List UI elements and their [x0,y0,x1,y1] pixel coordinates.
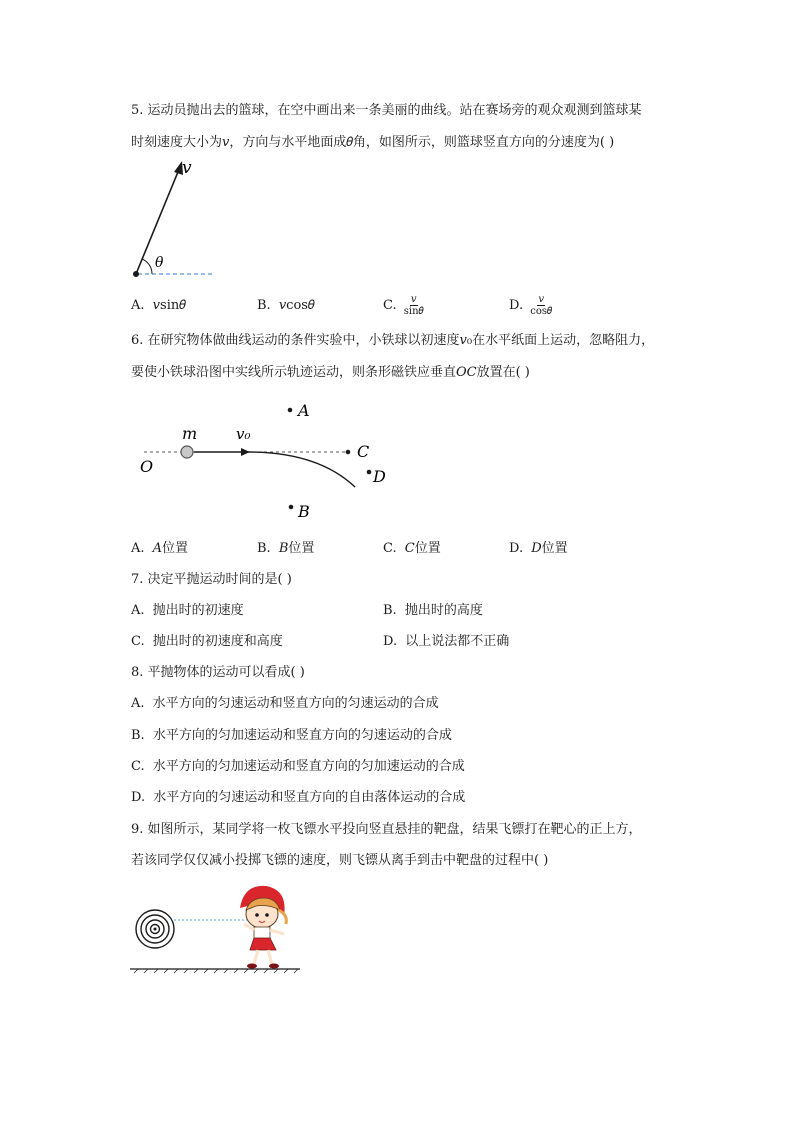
option-letter: C. [131,634,145,649]
q5-stem-line2: 时刻速度大小为𝑣，方向与水平地面成𝜃角，如图所示，则篮球竖直方向的分速度为( ) [131,135,615,150]
option-letter: D. [383,634,398,649]
ground-line [130,969,300,973]
q6-stem-line1: 6. 在研究物体做曲线运动的条件实验中，小铁球以初速度𝑣₀在水平纸面上运动，忽略阻力， [131,333,655,348]
option-text: 𝑣cos𝜃 [278,298,315,313]
q8-option-c[interactable] [131,757,465,777]
option-text: 水平方向的匀速运动和竖直方向的匀速运动的合成 [152,696,439,711]
option-letter: A. [131,603,145,618]
option-text: 水平方向的匀速运动和竖直方向的自由落体运动的合成 [153,790,466,805]
point-a [288,408,293,413]
label-c: C [357,442,370,461]
option-letter: B. [257,541,271,556]
option-letter: C. [383,541,397,556]
option-letter: B. [383,603,397,618]
dartboard-target [136,910,174,948]
curved-trajectory [248,452,355,487]
fraction [529,294,553,317]
option-letter: C. [383,298,397,313]
option-text: 水平方向的匀加速运动和竖直方向的匀加速运动的合成 [152,759,465,774]
point-c [346,450,351,455]
q9-dart-figure [128,880,308,975]
q6-trajectory-figure [128,395,398,525]
option-letter: D. [131,790,146,805]
option-text: 抛出时的初速度 [152,603,244,618]
option-text: 𝐵位置 [278,541,315,556]
girl-thrower [240,886,286,969]
point-b [289,505,294,510]
q9-stem-line1: 9. 如图所示，某同学将一枚飞镖水平投向竖直悬挂的靶盘，结果飞镖打在靶心的正上方， [131,822,642,837]
q6-option-d[interactable] [509,539,568,559]
theta-label: 𝜃 [155,255,164,271]
label-b: B [298,502,310,521]
launch-point [133,271,139,277]
theta-angle-arc [142,259,152,274]
fraction [403,294,425,317]
option-text: 𝐴位置 [152,541,189,556]
fraction-denominator: cos𝜃 [530,306,553,317]
option-text: 𝑣sin𝜃 [152,298,186,313]
label-m: m [182,424,198,443]
q8-stem: 8. 平抛物体的运动可以看成( ) [131,665,305,680]
option-text: 𝐷位置 [531,541,568,556]
option-text: 以上说法都不正确 [405,634,510,649]
q8-option-d[interactable] [131,788,465,808]
q7-option-a[interactable] [131,601,244,621]
q6-option-a[interactable] [131,539,188,559]
q7-option-b[interactable] [383,601,483,621]
q7-option-d[interactable] [383,632,509,652]
option-letter: B. [131,728,145,743]
q9-stem-line2: 若该同学仅仅减小投掷飞镖的速度，则飞镖从离手到击中靶盘的过程中( ) [131,853,549,868]
iron-ball [181,446,193,458]
option-letter: A. [131,298,145,313]
option-letter: A. [131,541,145,556]
option-text: 抛出时的高度 [404,603,483,618]
fraction-numerator: 𝑣 [538,294,544,305]
label-d: D [373,467,386,486]
option-text: 水平方向的匀加速运动和竖直方向的匀速运动的合成 [152,728,452,743]
q5-option-c[interactable] [383,294,425,317]
q8-option-a[interactable] [131,694,439,714]
option-letter: C. [131,759,145,774]
option-letter: D. [509,298,524,313]
option-text: 𝐶位置 [404,541,441,556]
q5-option-a[interactable] [131,296,186,316]
q8-option-b[interactable] [131,726,452,746]
v-label: 𝑣 [182,158,192,178]
option-letter: D. [509,541,524,556]
q6-option-c[interactable] [383,539,441,559]
fraction-denominator: sin𝜃 [403,306,424,317]
option-letter: A. [131,696,145,711]
option-letter: B. [257,298,271,313]
fraction-numerator: 𝑣 [410,294,417,305]
q5-option-d[interactable] [509,294,553,317]
option-text: 抛出时的初速度和高度 [152,634,283,649]
q5-velocity-figure [125,155,225,280]
point-d [367,470,372,475]
label-a: A [298,401,310,420]
q5-option-b[interactable] [257,296,315,316]
label-o: O [140,457,154,476]
label-v0: v₀ [236,425,251,443]
q7-option-c[interactable] [131,632,283,652]
q7-stem: 7. 决定平抛运动时间的是( ) [131,572,292,587]
q6-stem-line2: 要使小铁球沿图中实线所示轨迹运动，则条形磁铁应垂直𝑂𝐶放置在( ) [131,365,530,380]
q5-stem-line1: 5. 运动员抛出去的篮球，在空中画出来一条美丽的曲线。站在赛场旁的观众观测到篮球某 [131,103,642,118]
q6-option-b[interactable] [257,539,314,559]
